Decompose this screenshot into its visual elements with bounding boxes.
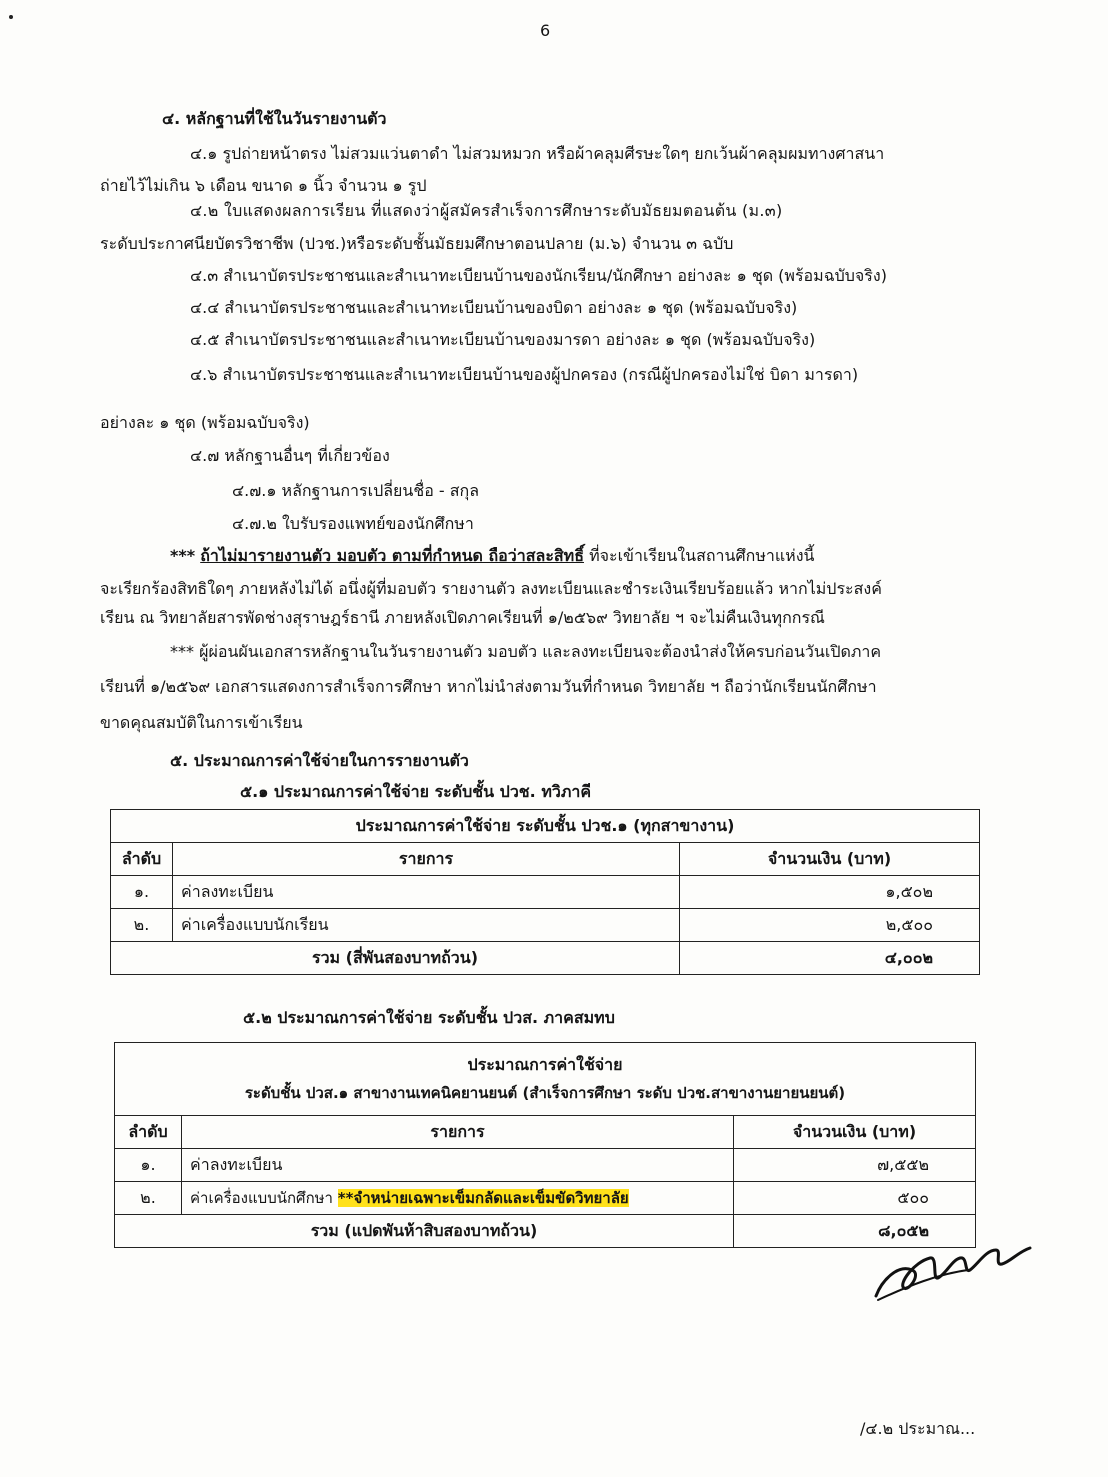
table1-col-item: รายการ — [173, 843, 680, 876]
item-4-6-line2: อย่างละ ๑ ชุด (พร้อมฉบับจริง) — [100, 413, 310, 432]
table2-row1-amount: ๗,๕๕๒ — [734, 1149, 976, 1182]
signature — [868, 1240, 1038, 1310]
note1-emphasis: ถ้าไม่มารายงานตัว มอบตัว ตามที่กำหนด ถือว่าสละสิทธิ์ — [200, 546, 584, 565]
footer-continuation: /๔.๒ ประมาณ... — [860, 1419, 976, 1438]
table-row — [115, 1182, 976, 1215]
table1-row2-no: ๒. — [111, 909, 173, 942]
item-4-3: ๔.๓ สำเนาบัตรประชาชนและสำเนาทะเบียนบ้านของนักเรียน/นักศึกษา อย่างละ ๑ ชุด (พร้อมฉบับจริง) — [190, 266, 887, 285]
table2-row1-no: ๑. — [115, 1149, 182, 1182]
item-4-2-line1: ๔.๒ ใบแสดงผลการเรียน ที่แสดงว่าผู้สมัครสำเร็จการศึกษาระดับมัธยมตอนต้น (ม.๓) — [190, 201, 783, 220]
table1-total-amount: ๔,๐๐๒ — [680, 942, 980, 975]
table-row — [111, 909, 980, 942]
table-row — [111, 876, 980, 909]
table-row — [115, 1149, 976, 1182]
table2-total-label: รวม (แปดพันห้าสิบสองบาทถ้วน) — [115, 1215, 734, 1248]
note2-line3: ขาดคุณสมบัติในการเข้าเรียน — [100, 713, 303, 732]
table2-title-line2: ระดับชั้น ปวส.๑ สาขางานเทคนิคยานยนต์ (สำเร็จการศึกษา ระดับ ปวช.สาขางานยายนยนต์) — [244, 1084, 846, 1102]
table1-total-label: รวม (สี่พันสองบาทถ้วน) — [111, 942, 680, 975]
item-4-6-line1: ๔.๖ สำเนาบัตรประชาชนและสำเนาทะเบียนบ้านของผู้ปกครอง (กรณีผู้ปกครองไม่ใช่ บิดา มารดา) — [190, 365, 859, 384]
sub1-heading: ๕.๑ ประมาณการค่าใช้จ่าย ระดับชั้น ปวช. ทวิภาคี — [240, 782, 592, 801]
table2-col-item: รายการ — [182, 1116, 734, 1149]
table2-row2-item: ค่าเครื่องแบบนักศึกษา — [190, 1189, 333, 1207]
section4-heading: ๔. หลักฐานที่ใช้ในวันรายงานตัว — [162, 109, 387, 128]
margin-dot — [9, 15, 13, 19]
table2-title — [115, 1043, 976, 1116]
item-4-7-1: ๔.๗.๑ หลักฐานการเปลี่ยนชื่อ - สกุล — [232, 481, 480, 500]
table2-row2-amount: ๕๐๐ — [734, 1182, 976, 1215]
table2-row2-no: ๒. — [115, 1182, 182, 1215]
note1-rest: ที่จะเข้าเรียนในสถานศึกษาแห่งนี้ — [583, 546, 815, 565]
table2-col-no: ลำดับ — [115, 1116, 182, 1149]
note1-line3: เรียน ณ วิทยาลัยสารพัดช่างสุราษฎร์ธานี ภายหลังเปิดภาคเรียนที่ ๑/๒๕๖๙ วิทยาลัย ฯ จะไม่คืนเงินทุกกรณี — [100, 608, 825, 627]
table1-row1-no: ๑. — [111, 876, 173, 909]
sub2-heading: ๕.๒ ประมาณการค่าใช้จ่าย ระดับชั้น ปวส. ภาคสมทบ — [243, 1008, 615, 1027]
table1-col-amount: จำนวนเงิน (บาท) — [680, 843, 980, 876]
table2-row2-item-cell — [182, 1182, 734, 1215]
table1-row2-amount: ๒,๕๐๐ — [680, 909, 980, 942]
note2-line1: *** ผู้ผ่อนผันเอกสารหลักฐานในวันรายงานตัว มอบตัว และลงทะเบียนจะต้องนำส่งให้ครบก่อนวันเปิดภาค — [170, 642, 882, 661]
item-4-5: ๔.๕ สำเนาบัตรประชาชนและสำเนาทะเบียนบ้านของมารดา อย่างละ ๑ ชุด (พร้อมฉบับจริง) — [190, 330, 816, 349]
note1-stars: *** — [170, 546, 196, 565]
table1-title: ประมาณการค่าใช้จ่าย ระดับชั้น ปวช.๑ (ทุกสาขางาน) — [111, 810, 980, 843]
table2-title-line1: ประมาณการค่าใช้จ่าย — [467, 1055, 623, 1074]
page-number: 6 — [540, 21, 551, 40]
item-4-7-2: ๔.๗.๒ ใบรับรองแพทย์ของนักศึกษา — [232, 514, 474, 533]
item-4-7: ๔.๗ หลักฐานอื่นๆ ที่เกี่ยวข้อง — [190, 446, 390, 465]
item-4-4: ๔.๔ สำเนาบัตรประชาชนและสำเนาทะเบียนบ้านของบิดา อย่างละ ๑ ชุด (พร้อมฉบับจริง) — [190, 298, 798, 317]
table2-row2-highlight: **จำหน่ายเฉพาะเข็มกลัดและเข็มขัดวิทยาลัย — [337, 1189, 629, 1207]
item-4-1-line2: ถ่ายไว้ไม่เกิน ๖ เดือน ขนาด ๑ นิ้ว จำนวน ๑ รูป — [100, 176, 427, 195]
note1-line2: จะเรียกร้องสิทธิใดๆ ภายหลังไม่ได้ อนึ่งผู้ที่มอบตัว รายงานตัว ลงทะเบียนและชำระเงินเรียบร้อยแล้ว หากไม่ประสงค์ — [100, 579, 882, 598]
table2-total-amount: ๘,๐๕๒ — [734, 1215, 976, 1248]
table2-col-amount: จำนวนเงิน (บาท) — [734, 1116, 976, 1149]
item-4-2-line2: ระดับประกาศนียบัตรวิชาชีพ (ปวช.)หรือระดับชั้นมัธยมศึกษาตอนปลาย (ม.๖) จำนวน ๓ ฉบับ — [100, 234, 734, 253]
table1-row1-item: ค่าลงทะเบียน — [173, 876, 680, 909]
section5-heading: ๕. ประมาณการค่าใช้จ่ายในการรายงานตัว — [170, 751, 469, 770]
note1-line1 — [170, 545, 814, 567]
table1-row2-item: ค่าเครื่องแบบนักเรียน — [173, 909, 680, 942]
cost-table-2 — [114, 1042, 976, 1248]
item-4-1-line1: ๔.๑ รูปถ่ายหน้าตรง ไม่สวมแว่นตาดำ ไม่สวมหมวก หรือผ้าคลุมศีรษะใดๆ ยกเว้นผ้าคลุมผมทางศาสนา — [190, 144, 885, 163]
table1-col-no: ลำดับ — [111, 843, 173, 876]
note2-line2: เรียนที่ ๑/๒๕๖๙ เอกสารแสดงการสำเร็จการศึกษา หากไม่นำส่งตามวันที่กำหนด วิทยาลัย ฯ ถือว่านักเรียนนักศึกษา — [100, 677, 877, 696]
table2-row1-item: ค่าลงทะเบียน — [182, 1149, 734, 1182]
cost-table-1 — [110, 809, 980, 975]
table1-row1-amount: ๑,๕๐๒ — [680, 876, 980, 909]
